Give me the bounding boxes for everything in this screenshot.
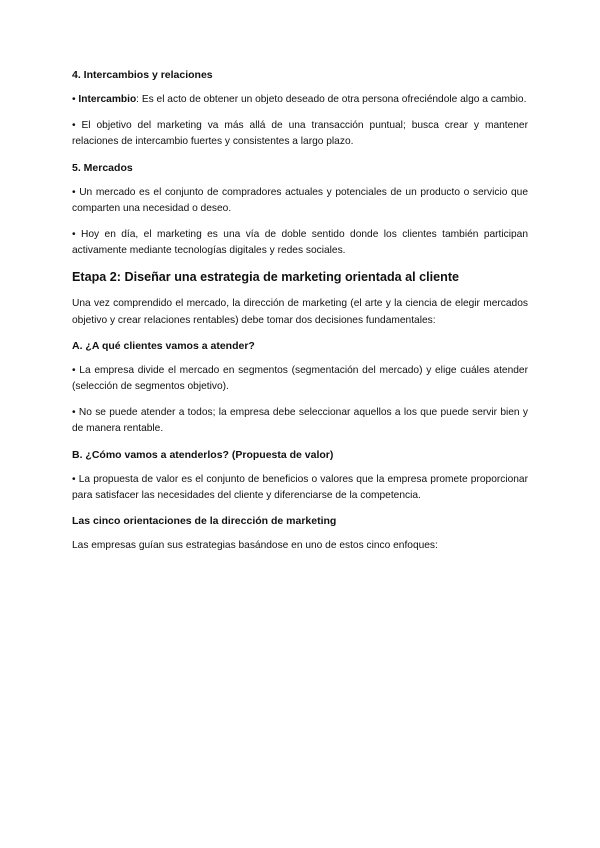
section-4-bullet-1: • Intercambio: Es el acto de obtener un objeto deseado de otra persona ofreciéndole algo a cambio. bbox=[72, 94, 527, 105]
document-page bbox=[72, 68, 528, 554]
section-5-bullet-2: • Hoy en día, el marketing es una vía de doble sentido donde los clientes también participan activamente mediante tecnologías digitales y redes sociales. bbox=[72, 229, 528, 257]
bullet-marker: • bbox=[72, 186, 76, 198]
etapa-2-intro: Una vez comprendido el mercado, la dirección de marketing (el arte y la ciencia de elegir mercados objetivo y crear relaciones rentables) debe tomar dos decisiones fundamentales: bbox=[72, 298, 528, 326]
section-b-heading: B. ¿Cómo vamos a atenderlos? (Propuesta de valor) bbox=[72, 448, 334, 461]
bullet-marker: • bbox=[72, 473, 76, 485]
bullet-marker: • bbox=[72, 364, 76, 376]
section-b-bullet-1: • La propuesta de valor es el conjunto de beneficios o valores que la empresa promete proporcionar para satisfacer las necesidades del cliente y diferenciarse de la competencia. bbox=[72, 473, 528, 501]
section-4-heading: 4. Intercambios y relaciones bbox=[72, 69, 213, 81]
section-a-bullet-2: • No se puede atender a todos; la empresa debe seleccionar aquellos a los que puede servir bien y de manera rentable. bbox=[72, 407, 528, 435]
term-intercambio: Intercambio bbox=[78, 94, 137, 105]
section-5-bullet-1: • Un mercado es el conjunto de compradores actuales y potenciales de un producto o servicio que comparten una necesidad o deseo. bbox=[72, 186, 528, 214]
bullet-marker: • bbox=[72, 229, 76, 241]
bullet-marker: • bbox=[72, 120, 76, 132]
section-a-bullet-1: • La empresa divide el mercado en segmentos (segmentación del mercado) y elige cuáles atender (selección de segmentos objetivo). bbox=[72, 364, 528, 393]
etapa-2-heading: Etapa 2: Diseñar una estrategia de marketing orientada al cliente bbox=[72, 270, 460, 285]
section-4-bullet-2: • El objetivo del marketing va más allá de una transacción puntual; busca crear y mantener relaciones de intercambio fuertes y consistentes a largo plazo. bbox=[72, 120, 528, 148]
bullet-marker: • bbox=[72, 407, 76, 419]
bullet-marker: • bbox=[72, 94, 76, 105]
orientaciones-heading: Las cinco orientaciones de la dirección de marketing bbox=[72, 515, 337, 528]
orientaciones-intro: Las empresas guían sus estrategias basándose en uno de estos cinco enfoques: bbox=[72, 540, 438, 552]
section-5-heading: 5. Mercados bbox=[72, 161, 133, 174]
section-a-heading: A. ¿A qué clientes vamos a atender? bbox=[72, 339, 255, 352]
